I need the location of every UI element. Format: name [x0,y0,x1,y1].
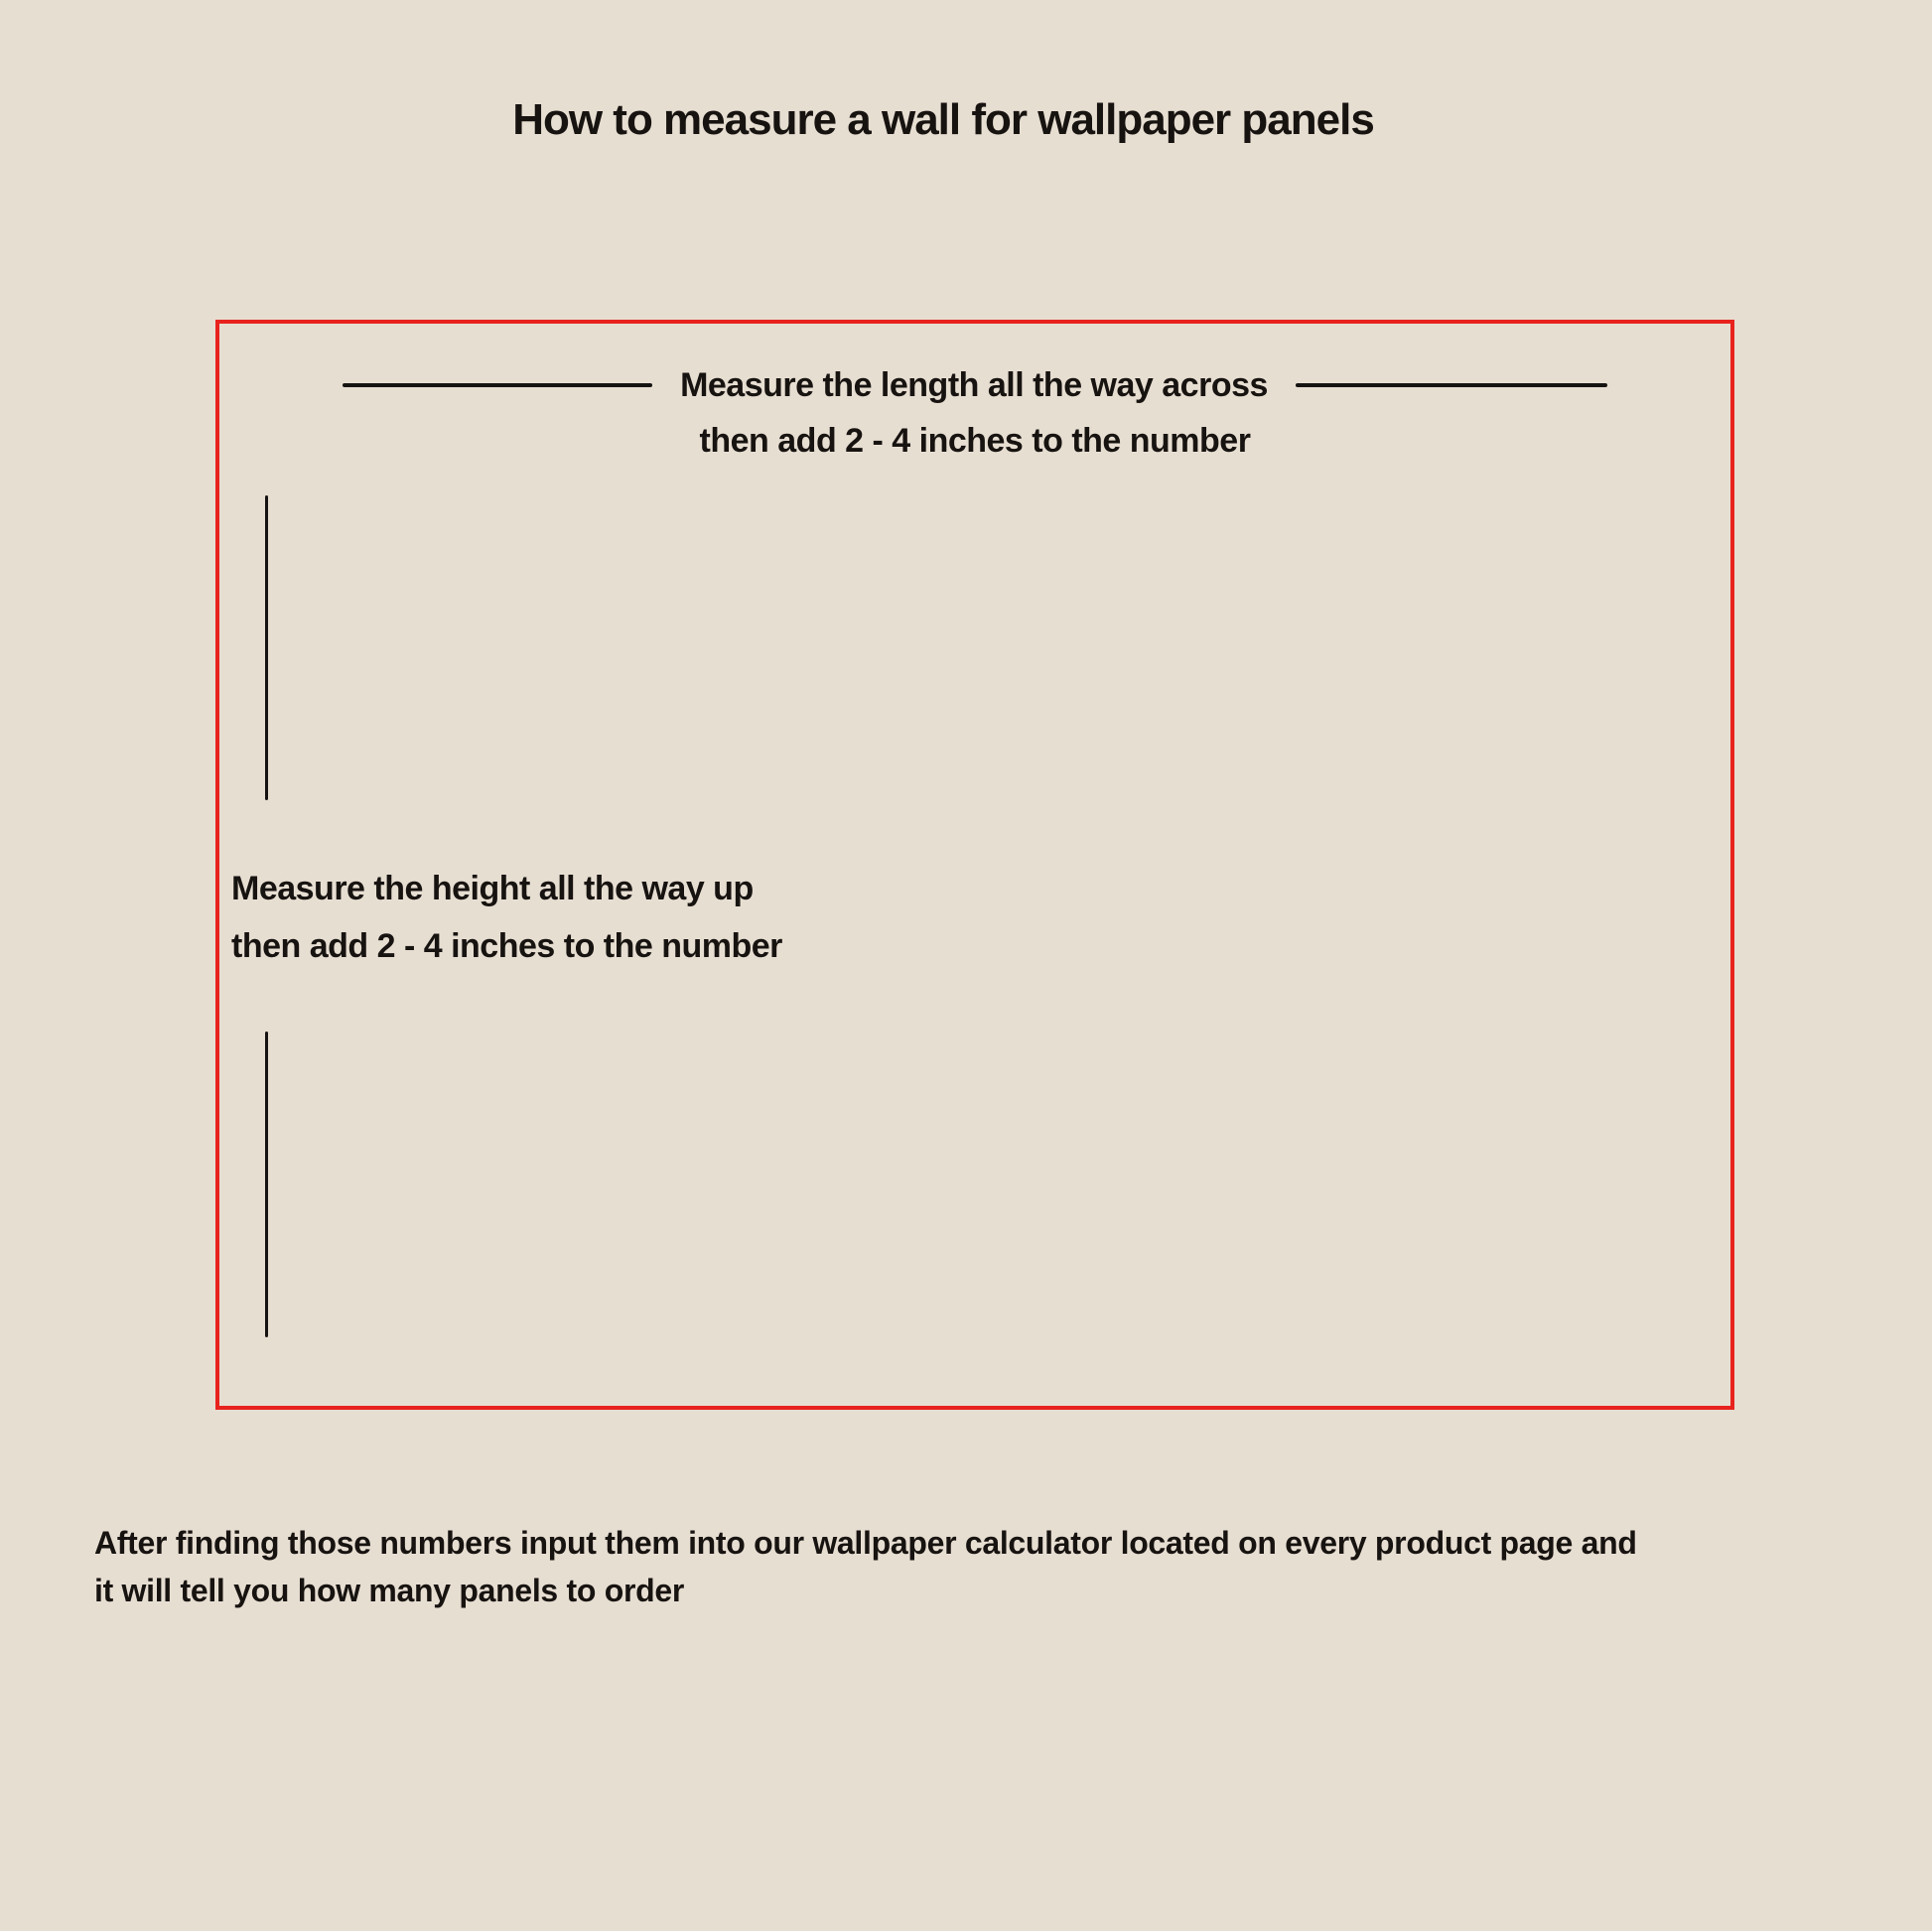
length-label-line2: then add 2 - 4 inches to the number [699,422,1251,460]
footer-instructions-line1: After finding those numbers input them into our wallpaper calculator located on every product page and [94,1525,1637,1561]
footer-instructions [94,1519,1637,1614]
height-measure-label [231,860,782,975]
length-tick-left-line [343,383,652,387]
height-label-line2: then add 2 - 4 inches to the number [231,927,782,965]
length-label-line1: Measure the length all the way across [680,366,1268,404]
height-tick-upper-line [265,495,268,800]
length-tick-right-line [1296,383,1607,387]
height-label-line1: Measure the height all the way up [231,870,754,907]
wall-diagram-rectangle [215,320,1734,1410]
height-tick-lower-line [265,1032,268,1337]
footer-instructions-line2: it will tell you how many panels to order [94,1573,685,1608]
length-measure-group [219,359,1730,411]
page-title: How to measure a wall for wallpaper panels [512,95,1374,144]
